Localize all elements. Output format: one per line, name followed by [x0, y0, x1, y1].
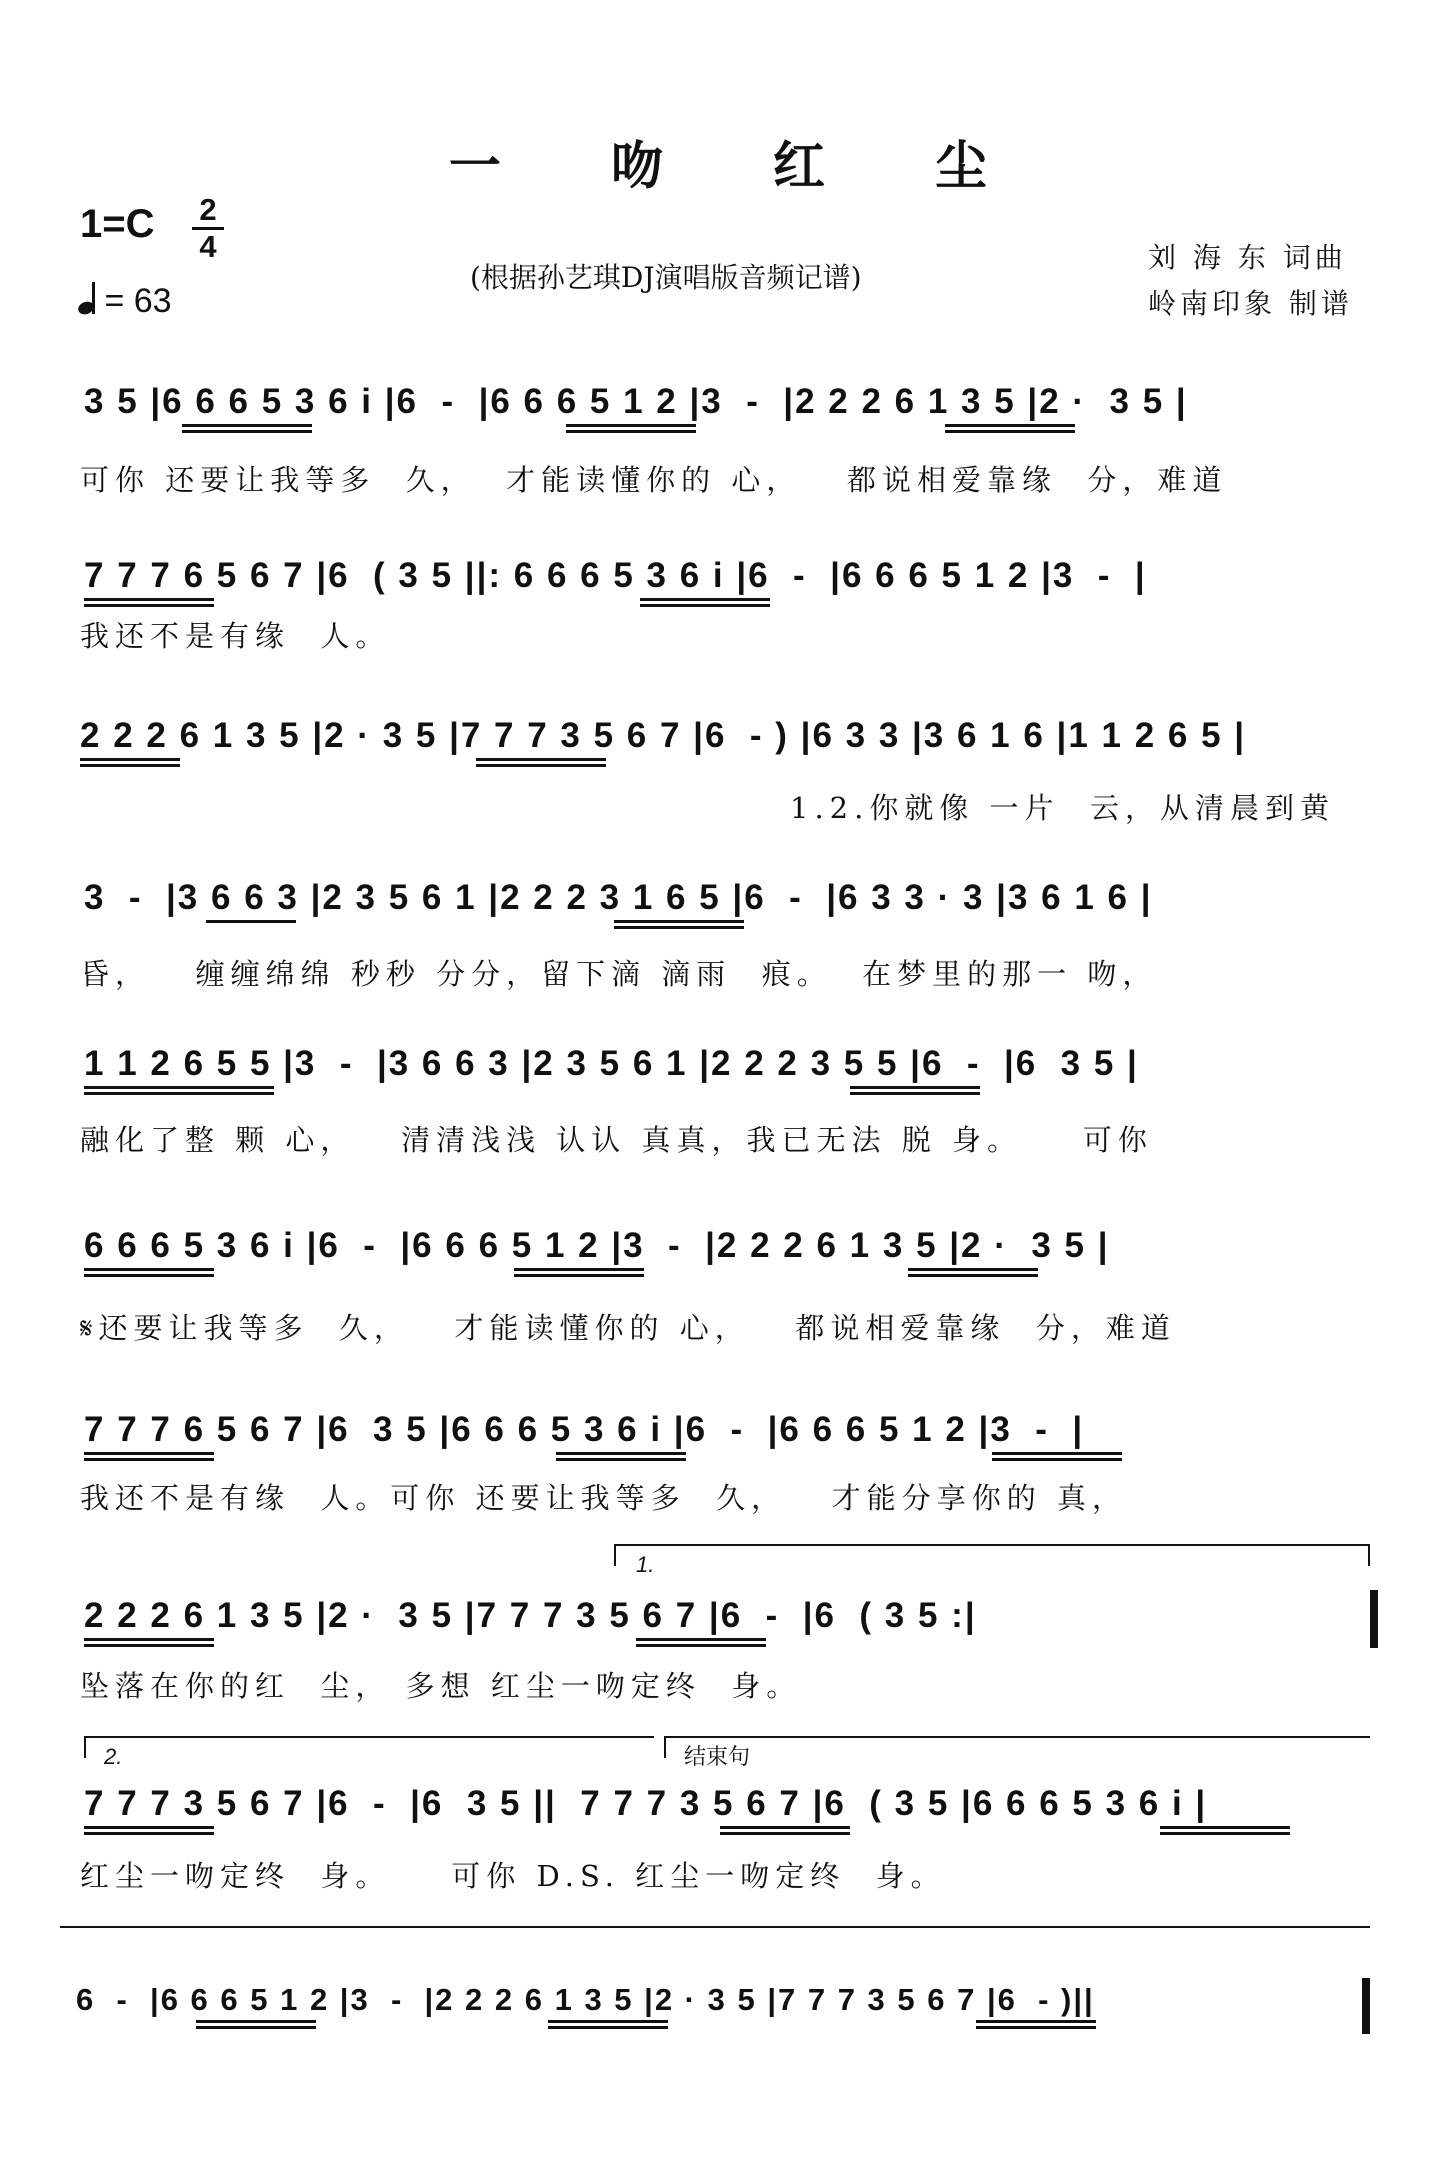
beam — [556, 1452, 686, 1455]
beam — [84, 1268, 214, 1271]
beam — [614, 920, 744, 923]
notes-system-3: 2 2 2 6 1 3 5 |2 · 3 5 |7 7 7 3 5 6 7 |6 - ) |6 3 3 |3 6 1 6 |1 1 2 6 5 | — [80, 716, 1247, 755]
beam — [945, 430, 1075, 433]
beam — [614, 926, 744, 929]
first-ending-label: 1. — [636, 1552, 655, 1577]
beam — [80, 758, 180, 761]
meter-top: 2 — [199, 192, 217, 227]
repeat-end-bar — [1370, 1590, 1378, 1648]
second-ending-bracket — [84, 1736, 654, 1738]
beam — [566, 424, 696, 427]
beam — [206, 920, 296, 923]
lyrics-system-5: 融化了整 颗 心， 清清浅浅 认认 真真，我已无法 脱 身。 可你 — [80, 1123, 1153, 1157]
notes-system-6: 6 6 6 5 3 6 i |6 - |6 6 6 5 1 2 |3 - |2 2 2 6 1 3 5 |2 · 3 5 | — [84, 1226, 1110, 1265]
final-bar — [1362, 1978, 1370, 2034]
beam — [84, 598, 214, 601]
lyrics-system-1: 可你 还要让我等多 久， 才能读懂你的 心， 都说相爱靠缘 分，难道 — [80, 463, 1228, 497]
beam — [640, 598, 770, 601]
first-ending-tick — [614, 1544, 616, 1566]
beam — [84, 1832, 214, 1835]
notes-system-2: 7 7 7 6 5 6 7 |6 ( 3 5 ||: 6 6 6 5 3 6 i |6 - |6 6 6 5 1 2 |3 - | — [84, 556, 1147, 595]
beam — [976, 2020, 1096, 2023]
second-ending-label: 2. — [104, 1744, 123, 1769]
beam — [476, 764, 606, 767]
beam — [84, 1086, 274, 1089]
beam — [566, 430, 696, 433]
notes-system-8: 2 2 2 6 1 3 5 |2 · 3 5 |7 7 7 3 5 6 7 |6 - |6 ( 3 5 :| — [84, 1596, 977, 1635]
beam — [476, 758, 606, 761]
score-title: 一 吻 红 尘 — [448, 136, 1034, 197]
source-note: (根据孙艺琪DJ演唱版音频记谱) — [470, 261, 862, 294]
beam — [548, 2026, 668, 2029]
key-signature: 1=C — [80, 202, 155, 246]
credit-arranger: 岭南印象 制谱 — [1148, 287, 1353, 320]
notes-system-9: 7 7 7 3 5 6 7 |6 - |6 3 5 || 7 7 7 3 5 6 7 |6 ( 3 5 |6 6 6 5 3 6 i | — [84, 1784, 1208, 1823]
first-ending-bracket — [614, 1544, 1370, 1546]
beam — [196, 2026, 316, 2029]
beam — [1160, 1826, 1290, 1829]
beam — [556, 1458, 686, 1461]
beam — [84, 1092, 274, 1095]
beam — [196, 2020, 316, 2023]
coda-bracket — [664, 1736, 1370, 1738]
notes-system-5: 1 1 2 6 5 5 |3 - |3 6 6 3 |2 3 5 6 1 |2 2 2 3 5 5 |6 - |6 3 5 | — [84, 1044, 1139, 1083]
beam — [514, 1268, 644, 1271]
beam — [84, 1452, 214, 1455]
beam — [84, 1644, 214, 1647]
beam — [636, 1644, 766, 1647]
meter-bottom: 4 — [199, 229, 217, 264]
notes-system-7: 7 7 7 6 5 6 7 |6 3 5 |6 6 6 5 3 6 i |6 - |6 6 6 5 1 2 |3 - | — [84, 1410, 1085, 1449]
beam — [514, 1274, 644, 1277]
separator-line — [60, 1926, 1370, 1928]
beam — [640, 604, 770, 607]
lyrics-system-4: 昏， 缠缠绵绵 秒秒 分分，留下滴 滴雨 痕。 在梦里的那一 吻， — [80, 957, 1158, 991]
time-signature — [190, 194, 226, 263]
beam — [636, 1638, 766, 1641]
beam — [84, 1638, 214, 1641]
tempo-value: = 63 — [104, 282, 172, 320]
lyrics-system-3: 1.2.你就像 一片 云，从清晨到黄 — [790, 791, 1335, 825]
beam — [80, 764, 180, 767]
beam — [850, 1086, 980, 1089]
tempo-marking — [78, 282, 172, 321]
beam — [720, 1826, 850, 1829]
second-ending-tick — [84, 1736, 86, 1758]
credit-lyricist-composer: 刘 海 东 词曲 — [1148, 241, 1347, 274]
beam — [976, 2026, 1096, 2029]
beam — [84, 604, 214, 607]
coda-label: 结束句 — [684, 1744, 751, 1769]
lyrics-system-9: 红尘一吻定终 身。 可你 D.S. 红尘一吻定终 身。 — [80, 1859, 946, 1893]
beam — [84, 1826, 214, 1829]
lyrics-system-8: 坠落在你的红 尘， 多想 红尘一吻定终 身。 — [80, 1669, 802, 1703]
beam — [182, 430, 312, 433]
notes-system-1: 3 5 |6 6 6 5 3 6 i |6 - |6 6 6 5 1 2 |3 - |2 2 2 6 1 3 5 |2 · 3 5 | — [84, 382, 1188, 421]
first-ending-tick-end — [1368, 1544, 1370, 1566]
beam — [908, 1274, 1038, 1277]
beam — [1160, 1832, 1290, 1835]
beam — [992, 1452, 1122, 1455]
beam — [908, 1268, 1038, 1271]
coda-tick — [664, 1736, 666, 1758]
beam — [84, 1458, 214, 1461]
notes-system-4: 3 - |3 6 6 3 |2 3 5 6 1 |2 2 2 3 1 6 5 |6 - |6 3 3 · 3 |3 6 1 6 | — [84, 878, 1153, 917]
beam — [84, 1274, 214, 1277]
beam — [850, 1092, 980, 1095]
beam — [992, 1458, 1122, 1461]
beam — [182, 424, 312, 427]
lyrics-system-7: 我还不是有缘 人。可你 还要让我等多 久， 才能分享你的 真， — [80, 1481, 1127, 1515]
beam — [720, 1832, 850, 1835]
beam — [945, 424, 1075, 427]
lyrics-system-2: 我还不是有缘 人。 — [80, 619, 391, 653]
beam — [548, 2020, 668, 2023]
notes-system-10: 6 - |6 6 6 5 1 2 |3 - |2 2 2 6 1 3 5 |2 · 3 5 |7 7 7 3 5 6 7 |6 - )|| — [76, 1982, 1095, 2017]
lyrics-system-6: 𝄋还要让我等多 久， 才能读懂你的 心， 都说相爱靠缘 分，难道 — [80, 1311, 1176, 1345]
